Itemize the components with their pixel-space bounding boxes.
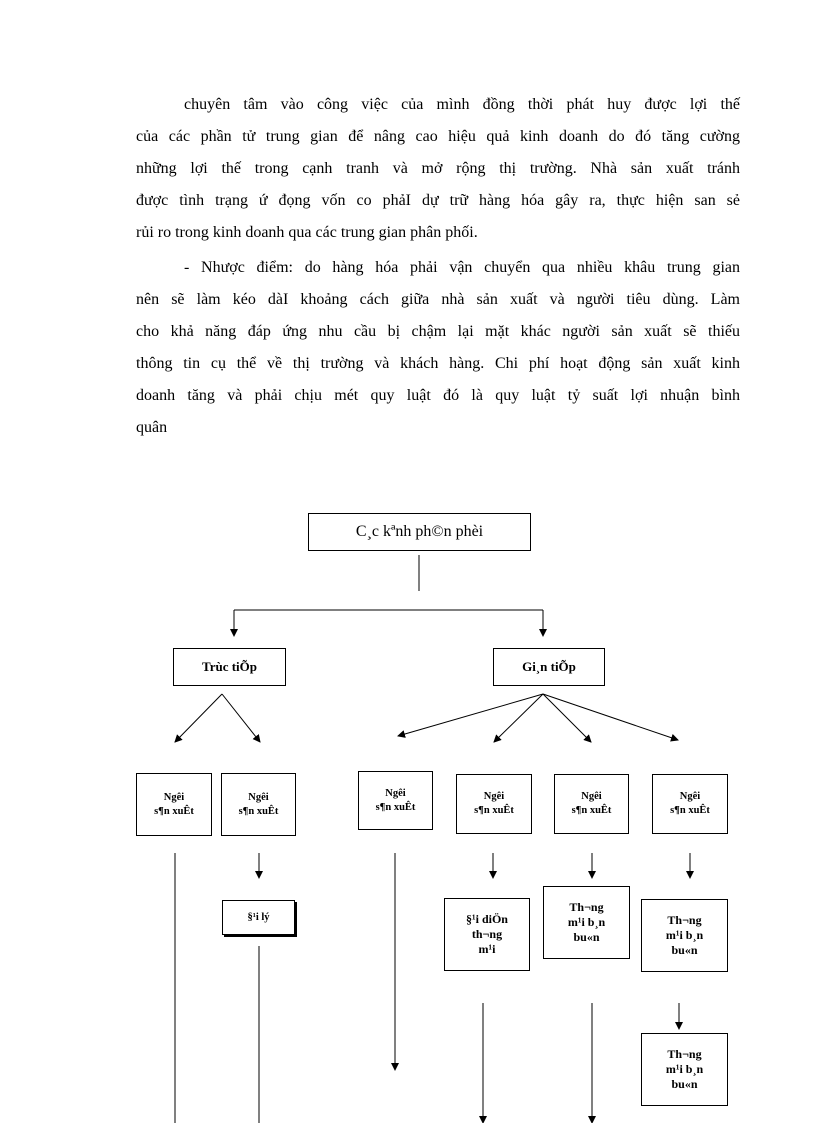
direct-label: Trùc tiÕp bbox=[201, 659, 257, 674]
producer-line2: s¶n xuÊt bbox=[670, 805, 710, 816]
producer-line2: s¶n xuÊt bbox=[375, 801, 416, 813]
producer-line1: Ngêi bbox=[581, 791, 602, 802]
producer-box bbox=[136, 773, 212, 836]
text-line: chuyên tâm vào công việc của mình đồng thời phát huy được lợi thế bbox=[184, 96, 740, 113]
wholesale-line2: m¹i b¸n bbox=[665, 1062, 704, 1076]
producer-line1: Ngêi bbox=[385, 787, 406, 799]
producer-line2: s¶n xuÊt bbox=[571, 805, 612, 816]
producer-box bbox=[456, 774, 532, 834]
trade-rep-line3: m¹i bbox=[478, 942, 496, 956]
trade-representative-box bbox=[444, 898, 530, 971]
producer-line1: Ngêi bbox=[483, 791, 505, 802]
text-line: cho khả năng đáp ứng nhu cầu bị chậm lại mặt khác người sản xuất sẽ thiếu bbox=[136, 323, 740, 340]
producer-line1: Ngêi bbox=[248, 791, 269, 803]
producer-box bbox=[358, 771, 433, 830]
producer-box bbox=[554, 774, 629, 834]
text-line: được tình trạng ứ đọng vốn co phảI dự trữ hàng hóa gây ra, thực hiện san sẻ bbox=[136, 192, 740, 209]
wholesale-line3: bu«n bbox=[671, 943, 698, 957]
producer-line2: s¶n xuÊt bbox=[238, 805, 279, 817]
producer-line1: Ngêi bbox=[163, 791, 185, 803]
wholesale-line1: Th¬ng bbox=[667, 1047, 702, 1061]
text-line: những lợi thế trong cạnh tranh và mở rộng thị trường. Nhà sản xuất tránh bbox=[136, 160, 740, 177]
arrow-direct-right bbox=[222, 694, 260, 742]
wholesale-line2: m¹i b¸n bbox=[665, 928, 704, 942]
wholesale-line3: bu«n bbox=[671, 1077, 698, 1091]
agent-box bbox=[222, 900, 295, 935]
trade-rep-line2: th¬ng bbox=[471, 927, 503, 941]
text-line: thông tin cụ thể về thị trường và khách hàng. Chi phí hoạt động sản xuất kinh bbox=[136, 355, 740, 372]
direct-channel-box bbox=[173, 648, 286, 686]
wholesale-trade-box bbox=[543, 886, 630, 959]
root-box bbox=[308, 513, 531, 551]
text-line: của các phần tử trung gian để nâng cao hiệu quả kinh doanh do đó tăng cường bbox=[136, 128, 740, 145]
root-label: C¸c kªnh ph©n phèi bbox=[355, 523, 484, 540]
wholesale-line1: Th¬ng bbox=[569, 900, 604, 914]
wholesale-trade-box bbox=[641, 1033, 728, 1106]
wholesale-line2: m¹i b¸n bbox=[567, 915, 606, 929]
producer-line2: s¶n xuÊt bbox=[154, 805, 194, 817]
wholesale-trade-box bbox=[641, 899, 728, 972]
trade-rep-line1: §¹i diÖn bbox=[466, 912, 508, 926]
indirect-label: Gi¸n tiÕp bbox=[522, 659, 576, 674]
producer-line1: Ngêi bbox=[679, 791, 701, 802]
text-line: nên sẽ làm kéo dàI khoảng cách giữa nhà sản xuất và người tiêu dùng. Làm bbox=[136, 291, 740, 308]
wholesale-line3: bu«n bbox=[573, 930, 600, 944]
indirect-channel-box bbox=[493, 648, 605, 686]
text-line: - Nhược điểm: do hàng hóa phải vận chuyển qua nhiều khâu trung gian bbox=[184, 259, 740, 276]
text-line: doanh tăng và phải chịu mét quy luật đó là quy luật tỷ suất lợi nhuận bình bbox=[136, 387, 740, 404]
arrow-indirect-4 bbox=[543, 694, 678, 740]
wholesale-line1: Th¬ng bbox=[667, 913, 702, 927]
arrow-indirect-3 bbox=[543, 694, 591, 742]
arrow-direct-left bbox=[175, 694, 222, 742]
agent-label: §¹i lý bbox=[247, 911, 270, 923]
producer-line2: s¶n xuÊt bbox=[474, 805, 514, 816]
producer-box bbox=[221, 773, 296, 836]
text-line: rủi ro trong kinh doanh qua các trung gian phân phối. bbox=[136, 224, 478, 241]
text-line: quân bbox=[136, 419, 168, 436]
producer-box bbox=[652, 774, 728, 834]
